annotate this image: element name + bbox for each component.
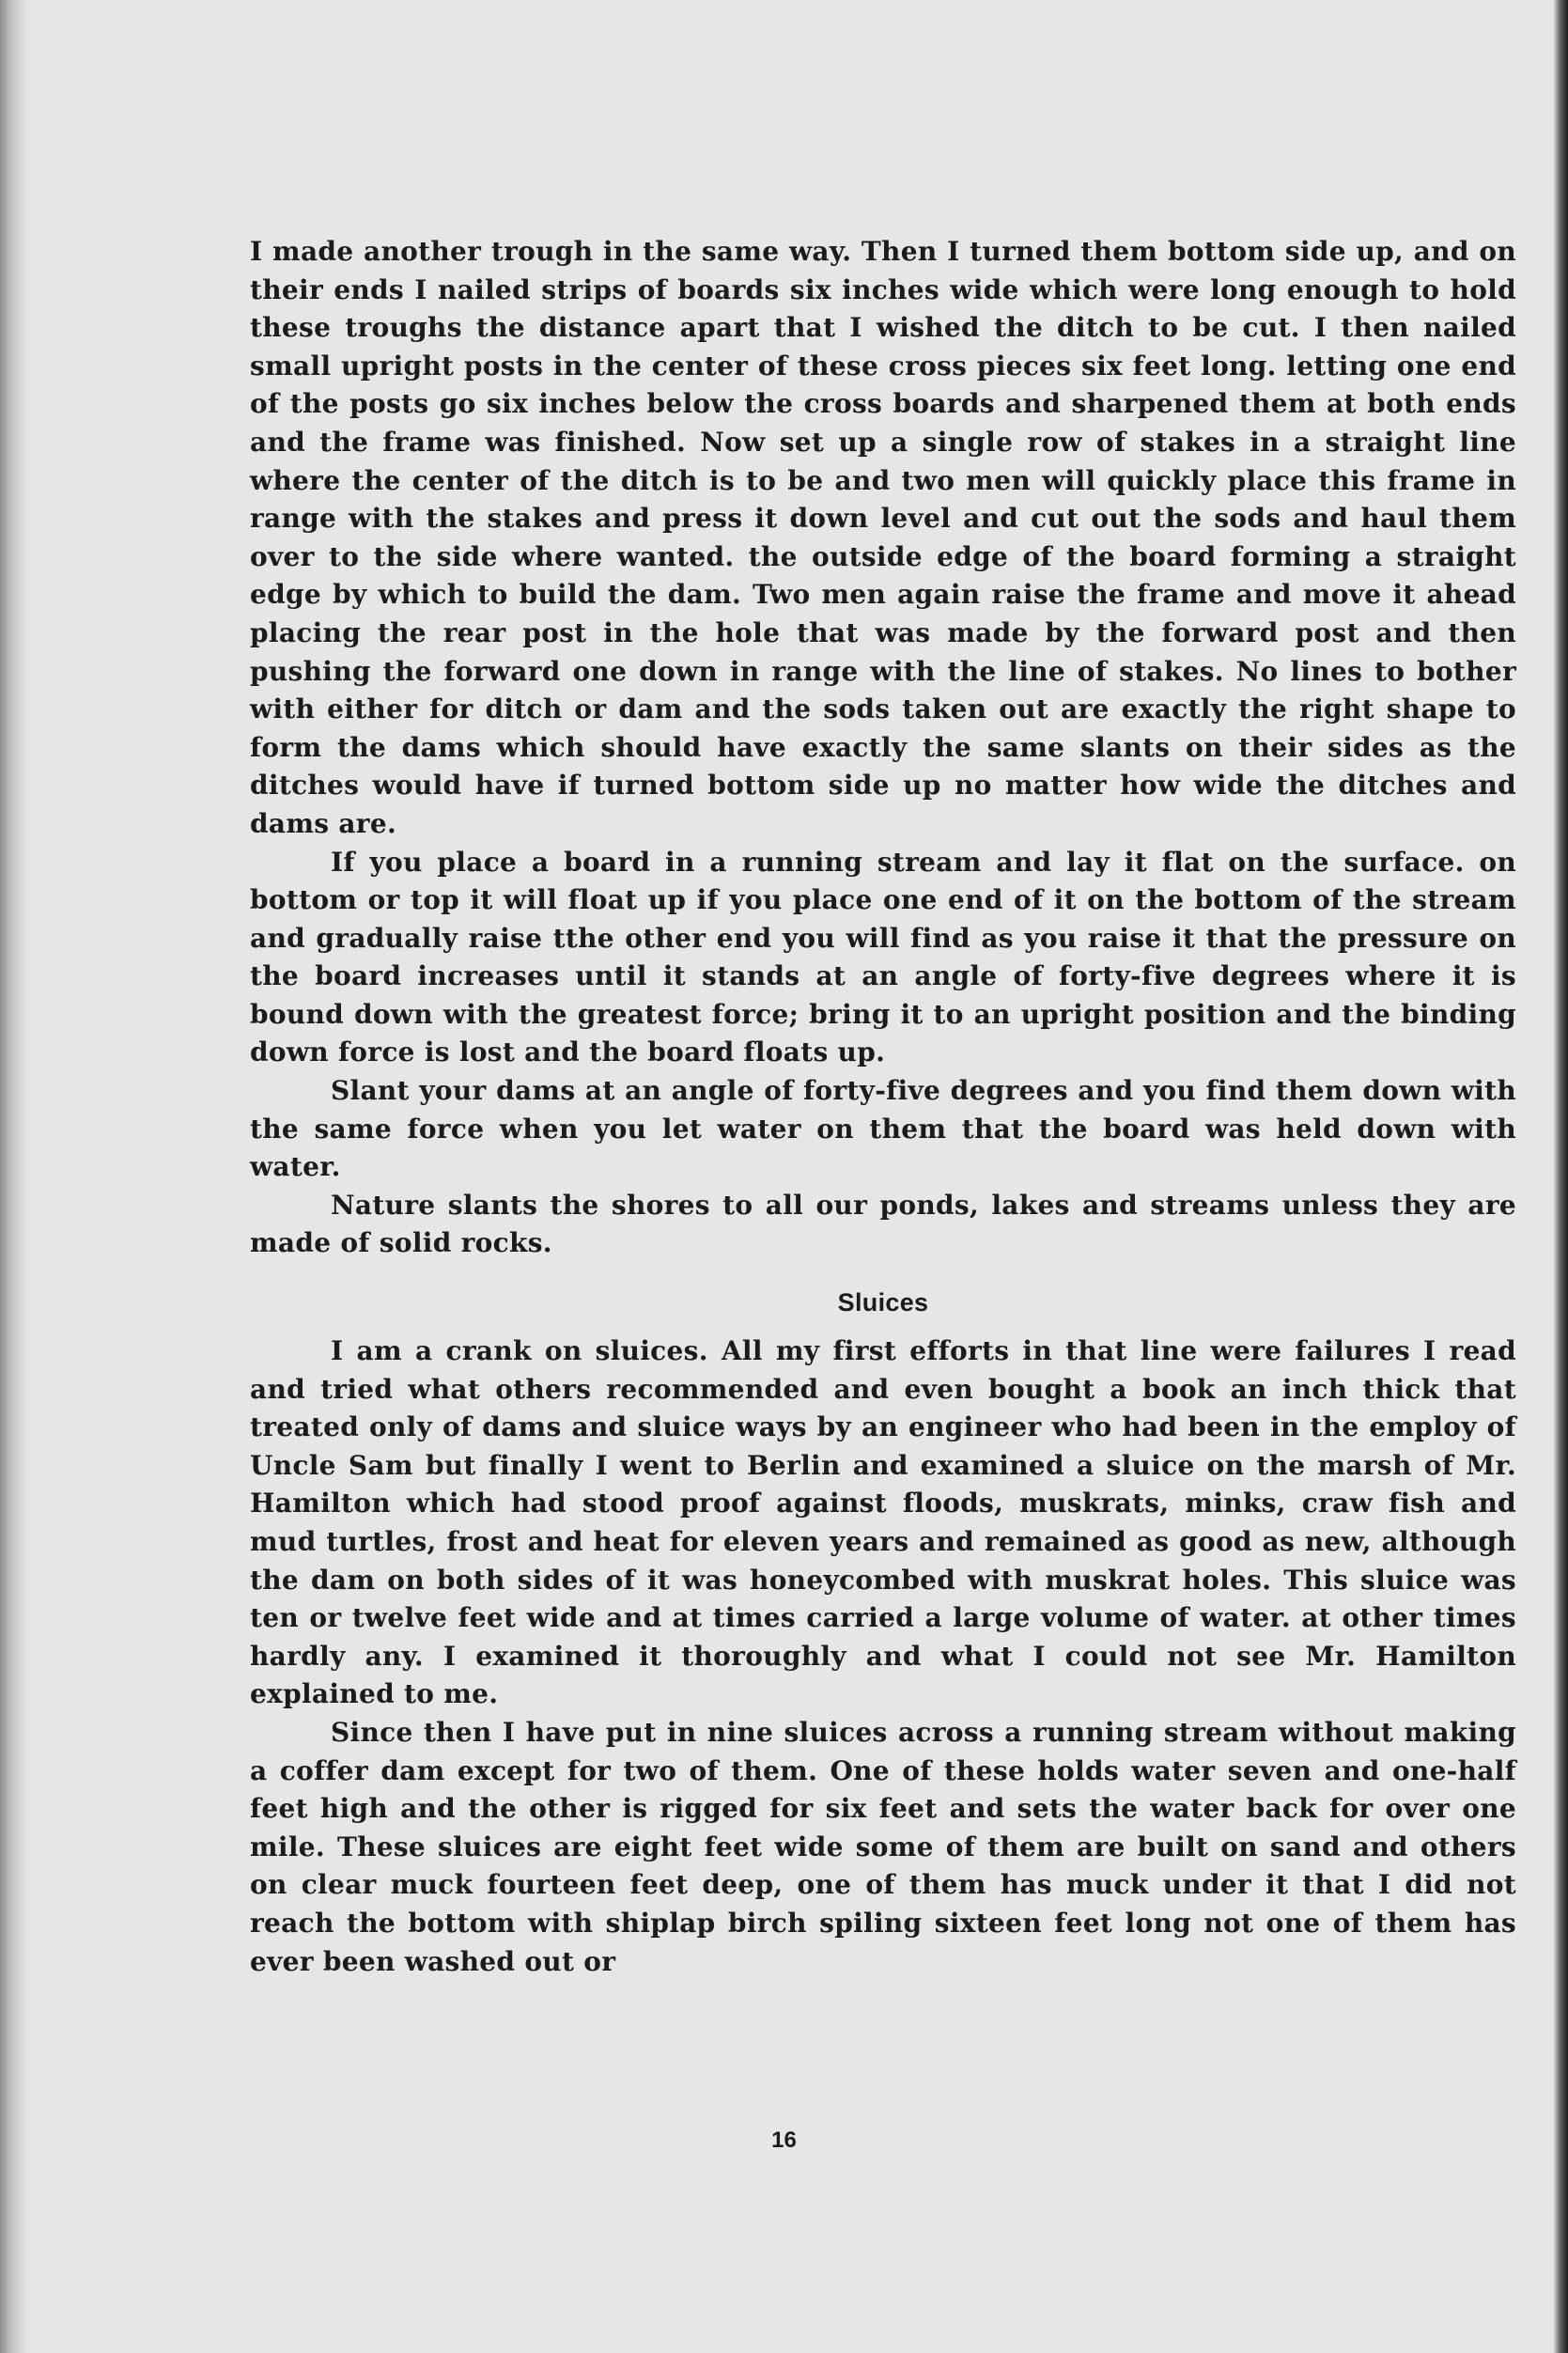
section-heading-sluices: Sluices — [837, 1288, 929, 1317]
paragraph-board-in-stream: If you place a board in a running stream and lay it flat on the surface. on bottom or top it will float up if you place one end of it on the bottom of the stream and gradually raise tthe other end you will find as you raise it that the pressure on the board increases until it stands at an angle of forty-five degrees where it is bound down with the greatest force; bring it to an upright position and the binding down force is lost and the board floats up. — [250, 846, 1516, 1068]
scan-left-edge — [0, 0, 28, 2353]
scan-right-edge — [1553, 0, 1568, 2353]
page-number: 16 — [771, 2127, 797, 2153]
paragraph-nature-slants: Nature slants the shores to all our ponds, lakes and streams unless they are made of solid rocks. — [250, 1189, 1516, 1259]
paragraph-crank-on-sluices: I am a crank on sluices. All my first efforts in that line were failures I read and tried what others recommended and even bought a book an inch thick that treated only of dams and sluice ways by an engineer who had been in the employ of Uncle Sam but finally I went to Berlin and examined a sluice on the marsh of Mr. Hamilton which had stood proof against floods, muskrats, minks, craw fish and mud turtles, frost and heat for eleven years and remained as good as new, although the dam on both sides of it was honeycombed with muskrat holes. This sluice was ten or twelve feet wide and at times carried a large volume of water. at other times hardly any. I examined it thoroughly and what I could not see Mr. Hamilton explained to me. — [250, 1335, 1516, 1710]
body-text — [250, 233, 1516, 1981]
paragraph-nine-sluices: Since then I have put in nine sluices across a running stream without making a coffer dam except for two of them. One of these holds water seven and one-half feet high and the other is rigged for six feet and sets the water back for over one mile. These sluices are eight feet wide some of them are built on sand and others on clear muck fourteen feet deep, one of them has muck under it that I did not reach the bottom with shiplap birch spiling sixteen feet long not one of them has ever been washed out or — [250, 1716, 1516, 1977]
paragraph-trough-frame: I made another trough in the same way. Then I turned them bottom side up, and on their ends I nailed strips of boards six inches wide which were long enough to hold these troughs the distance apart that I wished the ditch to be cut. I then nailed small upright posts in the center of these cross pieces six feet long. letting one end of the posts go six inches below the cross boards and sharpened them at both ends and the frame was finished. Now set up a single row of stakes in a straight line where the center of the ditch is to be and two men will quickly place this frame in range with the stakes and press it down level and cut out the sods and haul them over to the side where wanted. the outside edge of the board forming a straight edge by which to build the dam. Two men again raise the frame and move it ahead placing the rear post in the hole that was made by the forward post and then pushing the forward one down in range with the line of stakes. No lines to bother with either for ditch or dam and the sods taken out are exactly the right shape to form the dams which should have exactly the same slants on their sides as the ditches would have if turned bottom side up no matter how wide the ditches and dams are. — [250, 236, 1516, 839]
paragraph-slant-dams: Slant your dams at an angle of forty-five degrees and you find them down with the same force when you let water on them that the board was held down with water. — [250, 1075, 1516, 1183]
